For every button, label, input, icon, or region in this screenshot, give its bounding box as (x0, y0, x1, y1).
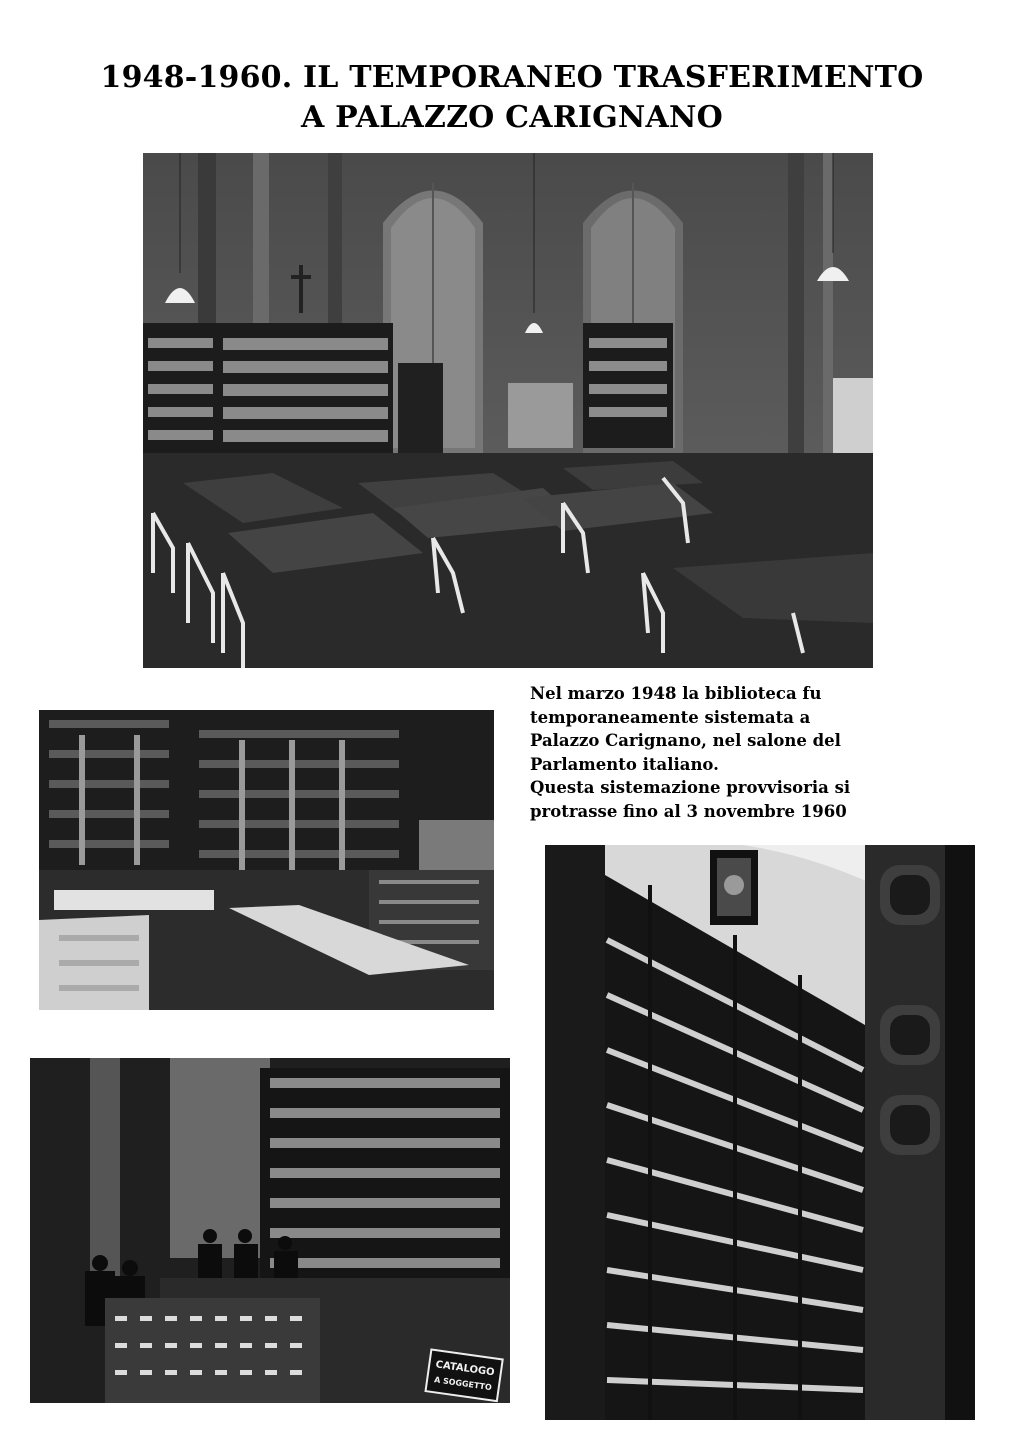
caption-line: Palazzo Carignano, nel salone del (530, 731, 841, 750)
photo-bookshelves (545, 845, 975, 1420)
photo-catalog-room (39, 710, 494, 1010)
photo-reading-room (143, 153, 873, 668)
page-title (0, 58, 1024, 138)
caption-line: protrasse fino al 3 novembre 1960 (530, 801, 847, 821)
catalogue-sign-line-2: A SOGGETTO (433, 1375, 493, 1393)
caption-line: Nel marzo 1948 la biblioteca fu (530, 684, 822, 703)
catalogue-sign-line-1: CATALOGO (434, 1359, 496, 1379)
photo-loan-desk (30, 1058, 510, 1403)
caption-line: temporaneamente sistemata a (530, 707, 811, 727)
title-line-2: A PALAZZO CARIGNANO (301, 100, 723, 135)
caption-text (530, 682, 920, 823)
caption-line: Parlamento italiano. (530, 754, 719, 774)
caption-line: Questa sistemazione provvisoria si (530, 778, 851, 797)
title-line-1: 1948-1960. IL TEMPORANEO TRASFERIMENTO (100, 60, 924, 95)
